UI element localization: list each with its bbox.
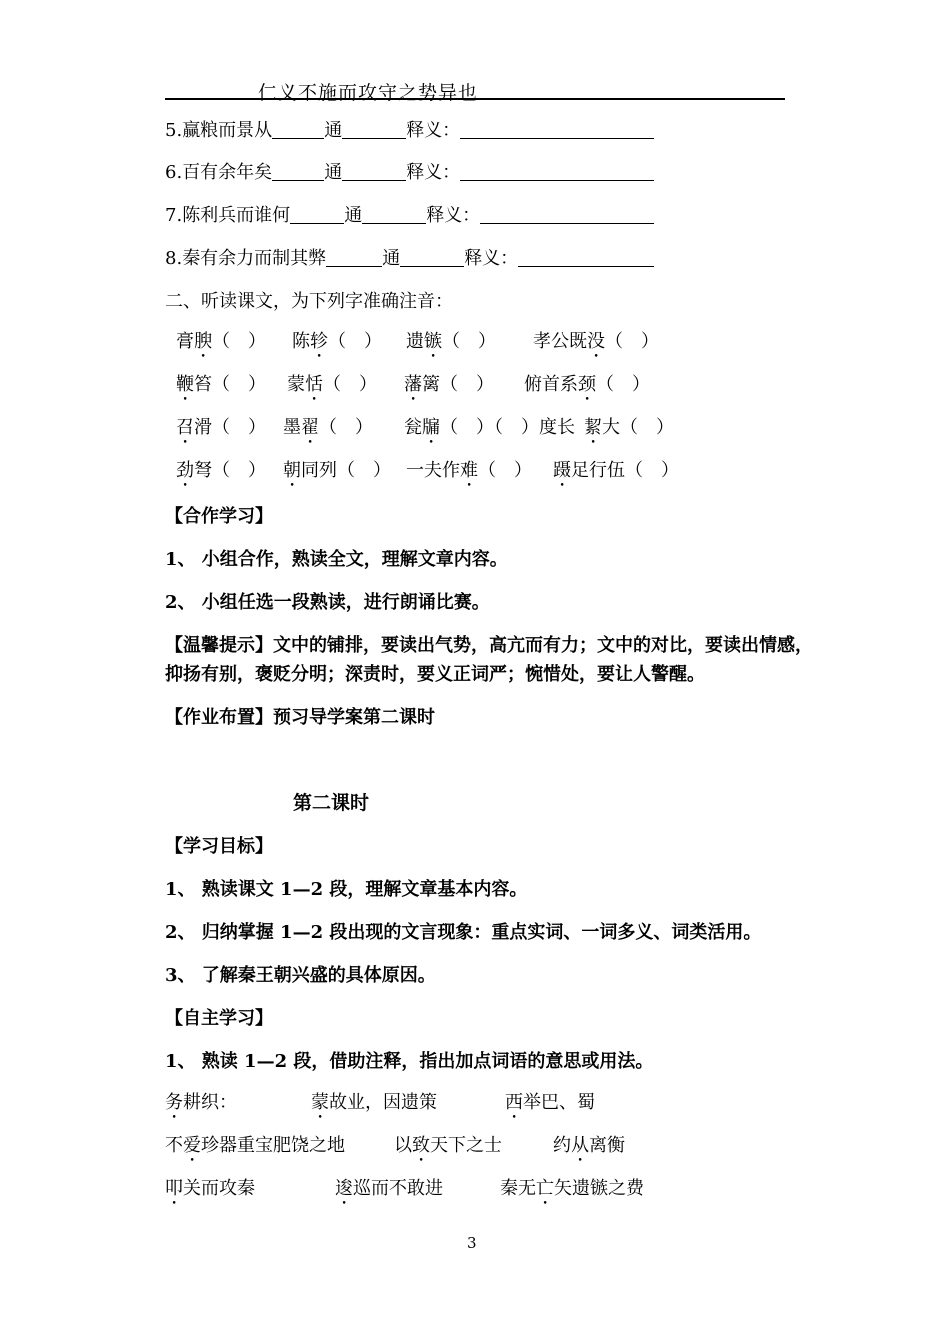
cooperative-item-2: 2、 小组任选一段熟读，进行朗诵比赛。 [165,592,490,613]
answer-blank[interactable] [342,162,406,181]
pinyin-item: 陈轸（ ） [292,331,382,352]
answer-blank[interactable] [272,120,324,139]
meaning-label: 释义： [464,248,519,269]
goal-3: 3、 了解秦王朝兴盛的具体原因。 [165,965,436,986]
phrase: 赢粮而景从 [182,120,273,141]
cooperative-item-1: 1、 小组合作，熟读全文，理解文章内容。 [165,549,508,570]
header-rule [165,98,785,100]
meaning-blank[interactable] [480,205,654,224]
pinyin-item: 藩篱（ ） [404,374,494,395]
item-number: 5. [165,120,183,141]
tong-label: 通 [382,248,401,269]
glossary-item: 不爱珍器重宝肥饶之地 [165,1135,345,1156]
header-title: 仁义不施而攻守之势异也 [258,82,479,104]
tip-line-2: 抑扬有别，褒贬分明；深责时，要义正词严；惋惜处，要让人警醒。 [165,664,705,685]
pinyin-item: 蒙恬（ ） [287,374,377,395]
glossary-item: 秦无亡矢遗镞之费 [500,1178,644,1199]
tongjia-line-5 [165,116,654,142]
meaning-label: 释义： [406,162,461,183]
goals-heading: 【学习目标】 [165,836,273,857]
pinyin-item: 膏腴（ ） [176,331,266,352]
meaning-blank[interactable] [518,248,654,267]
answer-blank[interactable] [326,248,382,267]
pinyin-item: 一夫作难（ ） [406,460,532,481]
tongjia-line-7 [165,201,654,227]
pinyin-item: 朝同列（ ） [283,460,391,481]
glossary-item: 以致天下之士 [394,1135,502,1156]
tongjia-line-6 [165,158,654,184]
meaning-blank[interactable] [460,120,654,139]
glossary-item: 务耕织： [165,1092,237,1113]
goal-1: 1、 熟读课文 1—2 段，理解文章基本内容。 [165,879,528,900]
item-number: 6. [165,162,183,183]
meaning-label: 释义： [406,120,461,141]
answer-blank[interactable] [290,205,344,224]
pinyin-item: 絜大（ ） [584,417,674,438]
glossary-item: 蒙故业，因遗策 [311,1092,437,1113]
meaning-blank[interactable] [460,162,654,181]
answer-blank[interactable] [272,162,324,181]
phrase: 陈利兵而谁何 [182,205,291,226]
tong-label: 通 [324,162,343,183]
glossary-item: 叩关而攻秦 [165,1178,255,1199]
pinyin-item: 鞭笞（ ） [176,374,266,395]
pinyin-item: 墨翟（ ） [283,417,373,438]
pinyin-item: 孝公既没（ ） [533,331,659,352]
pinyin-item: 遗镞（ ） [406,331,496,352]
tong-label: 通 [344,205,363,226]
lesson2-title: 第二课时 [293,792,370,814]
pinyin-item: 劲弩（ ） [176,460,266,481]
self-study-item-1: 1、 熟读 1—2 段，借助注释，指出加点词语的意思或用法。 [165,1051,654,1072]
glossary-item: 约从离衡 [553,1135,625,1156]
pinyin-item: 蹑足行伍（ ） [553,460,679,481]
tongjia-line-8 [165,244,654,270]
item-number: 7. [165,205,183,226]
pinyin-heading: 二、听读课文，为下列字准确注音： [165,291,453,312]
answer-blank[interactable] [400,248,464,267]
answer-blank[interactable] [342,120,406,139]
pinyin-item: 召滑（ ） [176,417,266,438]
item-number: 8. [165,248,183,269]
answer-blank[interactable] [362,205,426,224]
pinyin-item: 俯首系颈（ ） [524,374,650,395]
phrase: 秦有余力而制其弊 [182,248,327,269]
cooperative-heading: 【合作学习】 [165,506,273,527]
glossary-item: 西举巴、蜀 [505,1092,595,1113]
goal-2: 2、 归纳掌握 1—2 段出现的文言现象：重点实词、一词多义、词类活用。 [165,922,762,943]
homework: 【作业布置】预习导学案第二课时 [165,707,435,728]
glossary-item: 逡巡而不敢进 [335,1178,443,1199]
tong-label: 通 [324,120,343,141]
phrase: 百有余年矣 [182,162,273,183]
self-study-heading: 【自主学习】 [165,1008,273,1029]
tip-line-1: 【温馨提示】文中的铺排，要读出气势，高亢而有力；文中的对比，要读出情感， [165,635,813,656]
meaning-label: 释义： [426,205,481,226]
pinyin-item: 瓮牖（ ）（ ）度长 [404,417,575,438]
page-number: 3 [467,1234,477,1252]
